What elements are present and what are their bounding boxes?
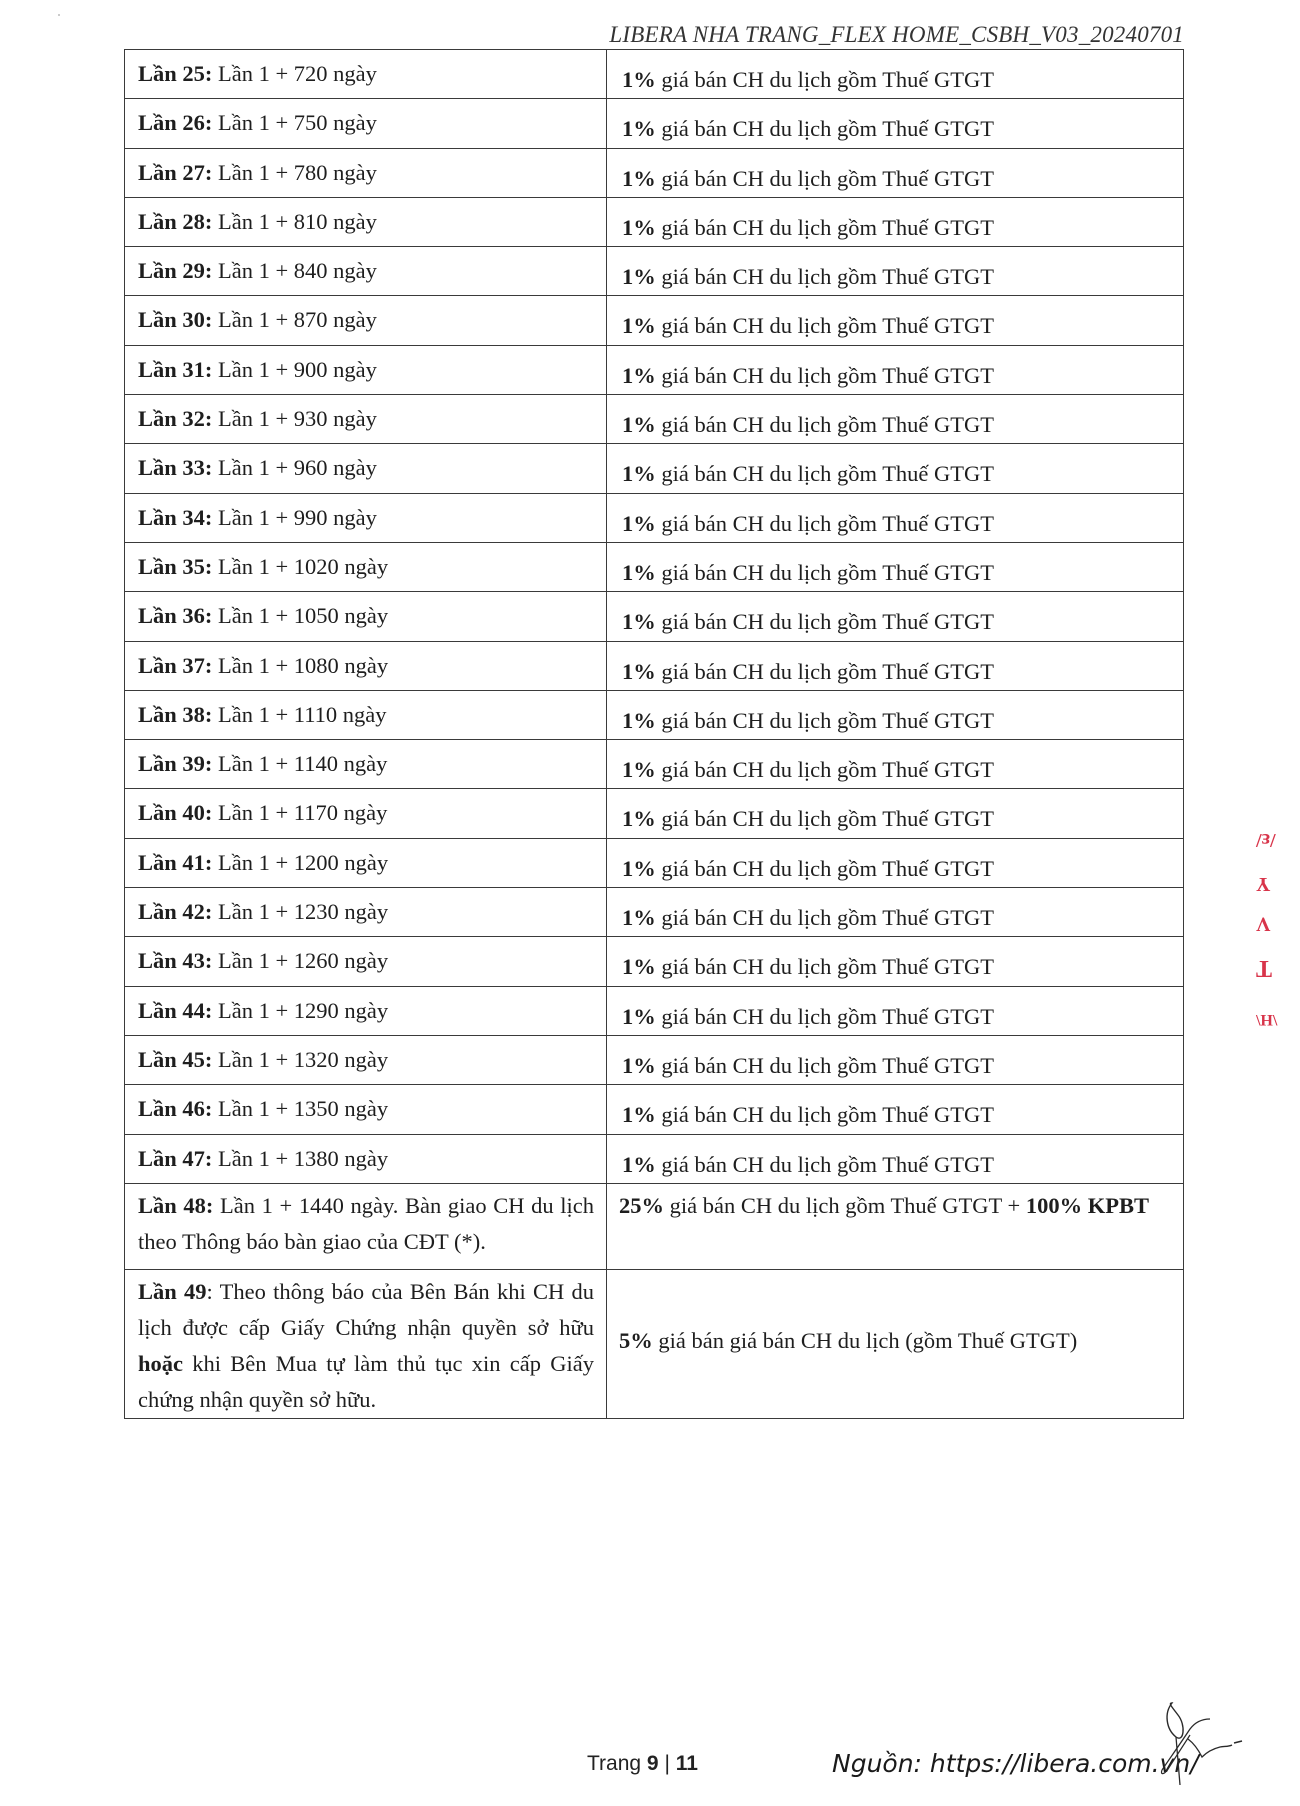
amount-percent: 1%: [622, 313, 656, 339]
installment-term: Lần 1 + 1020 ngày: [212, 553, 389, 579]
installment-amount-cell: [607, 789, 1184, 838]
installment-label: Lần 28:: [138, 208, 213, 234]
amount-description: giá bán CH du lịch gồm Thuế GTGT: [655, 67, 995, 92]
installment-term: Lần 1 + 1320 ngày: [212, 1046, 389, 1072]
amount-description: giá bán CH du lịch gồm Thuế GTGT: [655, 1052, 995, 1078]
table-row: [125, 888, 1184, 937]
signature-icon: [1150, 1695, 1245, 1790]
table-row: [125, 740, 1184, 789]
installment-amount-cell: [607, 1183, 1184, 1269]
amount-description: giá bán CH du lịch gồm Thuế GTGT: [655, 510, 995, 536]
page-separator: |: [658, 1752, 676, 1775]
installment-label: Lần 27:: [138, 159, 213, 185]
installment-term-cell: [125, 592, 607, 641]
amount-percent: 1%: [622, 806, 656, 832]
amount-description: giá bán CH du lịch gồm Thuế GTGT: [655, 264, 995, 290]
installment-term: Lần 1 + 1290 ngày: [212, 997, 389, 1023]
installment-label: Lần 49: [138, 1278, 207, 1304]
amount-percent: 1%: [622, 1052, 656, 1078]
installment-term: Lần 1 + 840 ngày: [212, 258, 377, 284]
installment-term-cell: [125, 740, 607, 789]
installment-amount-cell: [607, 395, 1184, 444]
amount-description: giá bán giá bán CH du lịch (gồm Thuế GTGT): [652, 1327, 1078, 1353]
installment-term-cell: [125, 99, 607, 148]
page-current: 9: [646, 1752, 659, 1775]
installment-amount-cell: [607, 888, 1184, 937]
amount-description: giá bán CH du lịch gồm Thuế GTGT: [655, 855, 995, 881]
amount-percent: 1%: [622, 707, 656, 733]
amount-description: giá bán CH du lịch gồm Thuế GTGT: [655, 954, 995, 980]
amount-percent: 1%: [622, 1151, 656, 1177]
installment-term: Lần 1 + 1350 ngày: [212, 1096, 389, 1122]
amount-percent: 1%: [622, 362, 656, 388]
installment-amount-cell: [607, 493, 1184, 542]
installment-label: Lần 39:: [138, 751, 213, 777]
installment-label: Lần 35:: [138, 553, 213, 579]
amount-percent: 1%: [622, 1102, 656, 1128]
amount-percent: 1%: [622, 757, 656, 783]
table-row: [125, 50, 1184, 99]
table-row: [125, 247, 1184, 296]
amount-percent: 1%: [622, 214, 656, 240]
installment-label: Lần 26:: [138, 110, 213, 136]
installment-term-cell: [125, 1035, 607, 1084]
scan-speck: [58, 14, 60, 16]
amount-percent: 25%: [619, 1192, 664, 1218]
installment-term: Lần 1 + 1230 ngày: [212, 899, 389, 925]
installment-term-cell: [125, 542, 607, 591]
amount-percent: 1%: [622, 954, 656, 980]
installment-term-cell: [125, 395, 607, 444]
table-row: [125, 395, 1184, 444]
amount-extra: 100% KPBT: [1025, 1192, 1149, 1218]
stamp-glyph: T: [1256, 955, 1273, 981]
amount-percent: 1%: [622, 461, 656, 487]
installment-term-cell: [125, 296, 607, 345]
installment-label: Lần 43:: [138, 948, 213, 974]
installment-term-cell: [125, 937, 607, 986]
installment-term-cell: [125, 641, 607, 690]
installment-amount-cell: [607, 296, 1184, 345]
installment-term-cell: [125, 1183, 607, 1269]
amount-percent: 1%: [622, 905, 656, 931]
amount-description: giá bán CH du lịch gồm Thuế GTGT: [655, 707, 995, 733]
amount-description: giá bán CH du lịch gồm Thuế GTGT: [655, 362, 995, 388]
table-row: [125, 690, 1184, 739]
table-row: [125, 197, 1184, 246]
installment-term: Lần 1 + 1200 ngày: [212, 849, 389, 875]
installment-label: Lần 33:: [138, 455, 213, 481]
amount-percent: 1%: [622, 658, 656, 684]
table-row: [125, 592, 1184, 641]
page-total: 11: [675, 1752, 698, 1775]
page-number: [587, 1752, 698, 1776]
payment-schedule-body: [125, 50, 1184, 1184]
amount-percent: 1%: [622, 264, 656, 290]
installment-label: Lần 41:: [138, 849, 213, 875]
installment-label: Lần 47:: [138, 1145, 213, 1171]
amount-description: giá bán CH du lịch gồm Thuế GTGT: [655, 165, 995, 191]
amount-description: giá bán CH du lịch gồm Thuế GTGT: [655, 412, 995, 438]
installment-amount-cell: [607, 1085, 1184, 1134]
installment-term: Lần 1 + 1140 ngày: [212, 751, 388, 777]
installment-term-cell: [125, 986, 607, 1035]
installment-term-cell: [125, 838, 607, 887]
table-row: [125, 493, 1184, 542]
installment-label: Lần 40:: [138, 800, 213, 826]
table-row: [125, 99, 1184, 148]
amount-description: giá bán CH du lịch gồm Thuế GTGT: [655, 313, 995, 339]
installment-term: Lần 1 + 990 ngày: [212, 504, 377, 530]
installment-amount-cell: [607, 148, 1184, 197]
stamp-glyph: /ɛ/: [1256, 829, 1276, 851]
installment-term-cell: [125, 789, 607, 838]
amount-description: giá bán CH du lịch gồm Thuế GTGT: [655, 559, 995, 585]
installment-term-cell: [125, 148, 607, 197]
amount-description: giá bán CH du lịch gồm Thuế GTGT: [655, 609, 995, 635]
amount-percent: 1%: [622, 165, 656, 191]
installment-amount-cell: [607, 986, 1184, 1035]
installment-term-cell: [125, 247, 607, 296]
installment-term-cell: [125, 1134, 607, 1183]
amount-description: giá bán CH du lịch gồm Thuế GTGT: [655, 1151, 995, 1177]
installment-term: Lần 1 + 1110 ngày: [212, 701, 387, 727]
installment-term: Lần 1 + 1440 ngày. Bàn giao CH du lịch theo Thông báo bàn giao của CĐT (*).: [138, 1192, 595, 1254]
installment-term-cell: [125, 197, 607, 246]
installment-amount-cell: [607, 1134, 1184, 1183]
installment-label: Lần 37:: [138, 652, 213, 678]
amount-description: giá bán CH du lịch gồm Thuế GTGT: [655, 658, 995, 684]
amount-percent: 1%: [622, 1003, 656, 1029]
table-row-installment-48: [125, 1183, 1184, 1269]
amount-description: giá bán CH du lịch gồm Thuế GTGT: [655, 1003, 995, 1029]
installment-label: Lần 42:: [138, 899, 213, 925]
installment-amount-cell: [607, 542, 1184, 591]
table-row: [125, 542, 1184, 591]
amount-description: giá bán CH du lịch gồm Thuế GTGT: [655, 116, 995, 142]
table-row: [125, 1134, 1184, 1183]
installment-term-cell: [125, 493, 607, 542]
amount-description: giá bán CH du lịch gồm Thuế GTGT +: [664, 1192, 1026, 1218]
table-row: [125, 1035, 1184, 1084]
table-row: [125, 986, 1184, 1035]
installment-amount-cell: [607, 641, 1184, 690]
installment-label: Lần 25:: [138, 61, 213, 86]
document-code-header: LIBERA NHA TRANG_FLEX HOME_CSBH_V03_20240701: [609, 22, 1184, 47]
installment-term: Lần 1 + 780 ngày: [212, 159, 377, 185]
installment-amount-cell: [607, 444, 1184, 493]
stamp-glyph: V: [1256, 913, 1271, 935]
table-row: [125, 296, 1184, 345]
installment-term-cell: [125, 444, 607, 493]
amount-description: giá bán CH du lịch gồm Thuế GTGT: [655, 905, 995, 931]
installment-label: Lần 31:: [138, 356, 213, 382]
installment-term-cell: [125, 1269, 607, 1418]
installment-amount-cell: [607, 345, 1184, 394]
amount-percent: 1%: [622, 412, 656, 438]
installment-label: Lần 46:: [138, 1096, 213, 1122]
installment-term: Lần 1 + 1080 ngày: [212, 652, 389, 678]
installment-term-part1: : Theo thông báo của Bên Bán khi CH du lịch được cấp Giấy Chứng nhận quyền sở hữu: [138, 1278, 594, 1340]
installment-label: Lần 32:: [138, 406, 213, 432]
amount-description: giá bán CH du lịch gồm Thuế GTGT: [655, 806, 995, 832]
payment-schedule-table: [124, 49, 1184, 1419]
table-row: [125, 641, 1184, 690]
installment-term: Lần 1 + 1050 ngày: [212, 603, 389, 629]
red-margin-stamp: [1250, 828, 1284, 1048]
installment-label: Lần 38:: [138, 701, 213, 727]
amount-percent: 1%: [622, 116, 656, 142]
installment-term: Lần 1 + 810 ngày: [212, 208, 377, 234]
installment-amount-cell: [607, 592, 1184, 641]
page-prefix: Trang: [587, 1752, 647, 1775]
amount-percent: 1%: [622, 559, 656, 585]
amount-description: giá bán CH du lịch gồm Thuế GTGT: [655, 461, 995, 487]
installment-term: Lần 1 + 960 ngày: [212, 455, 377, 481]
installment-term-cell: [125, 888, 607, 937]
table-row-installment-49: [125, 1269, 1184, 1418]
installment-label: Lần 48:: [138, 1192, 214, 1218]
installment-label: Lần 29:: [138, 258, 213, 284]
installment-term: Lần 1 + 930 ngày: [212, 406, 377, 432]
installment-term: Lần 1 + 870 ngày: [212, 307, 377, 333]
installment-term-cell: [125, 50, 607, 99]
installment-term: Lần 1 + 900 ngày: [212, 356, 377, 382]
installment-label: Lần 34:: [138, 504, 213, 530]
installment-amount-cell: [607, 740, 1184, 789]
installment-term-part2: khi Bên Mua tự làm thủ tục xin cấp Giấy chứng nhận quyền sở hữu.: [138, 1350, 594, 1412]
installment-amount-cell: [607, 1269, 1184, 1418]
amount-percent: 1%: [622, 609, 656, 635]
table-row: [125, 937, 1184, 986]
installment-label: Lần 44:: [138, 997, 213, 1023]
installment-amount-cell: [607, 99, 1184, 148]
stamp-glyph: \H\: [1256, 1011, 1278, 1028]
installment-amount-cell: [607, 690, 1184, 739]
amount-percent: 1%: [622, 510, 656, 536]
amount-percent: 5%: [619, 1327, 653, 1353]
installment-label: Lần 30:: [138, 307, 213, 333]
amount-percent: 1%: [622, 67, 656, 92]
installment-amount-cell: [607, 247, 1184, 296]
amount-description: giá bán CH du lịch gồm Thuế GTGT: [655, 214, 995, 240]
source-link[interactable]: Nguồn: https://libera.com.vn/: [832, 1749, 1199, 1778]
installment-amount-cell: [607, 838, 1184, 887]
installment-term: Lần 1 + 1260 ngày: [212, 948, 389, 974]
table-row: [125, 789, 1184, 838]
installment-term: Lần 1 + 750 ngày: [212, 110, 377, 136]
installment-amount-cell: [607, 50, 1184, 99]
installment-term: Lần 1 + 1380 ngày: [212, 1145, 389, 1171]
table-row: [125, 838, 1184, 887]
table-row: [125, 1085, 1184, 1134]
stamp-glyph: Y: [1256, 873, 1271, 895]
installment-term-cell: [125, 345, 607, 394]
installment-term-emphasis: hoặc: [138, 1350, 183, 1376]
installment-amount-cell: [607, 937, 1184, 986]
installment-amount-cell: [607, 1035, 1184, 1084]
installment-label: Lần 36:: [138, 603, 213, 629]
amount-description: giá bán CH du lịch gồm Thuế GTGT: [655, 757, 995, 783]
table-row: [125, 444, 1184, 493]
amount-percent: 1%: [622, 855, 656, 881]
amount-description: giá bán CH du lịch gồm Thuế GTGT: [655, 1102, 995, 1128]
installment-term-cell: [125, 690, 607, 739]
table-row: [125, 148, 1184, 197]
table-row: [125, 345, 1184, 394]
installment-term: Lần 1 + 1170 ngày: [212, 800, 388, 826]
installment-term: Lần 1 + 720 ngày: [212, 61, 377, 86]
installment-term-cell: [125, 1085, 607, 1134]
installment-amount-cell: [607, 197, 1184, 246]
installment-label: Lần 45:: [138, 1046, 213, 1072]
